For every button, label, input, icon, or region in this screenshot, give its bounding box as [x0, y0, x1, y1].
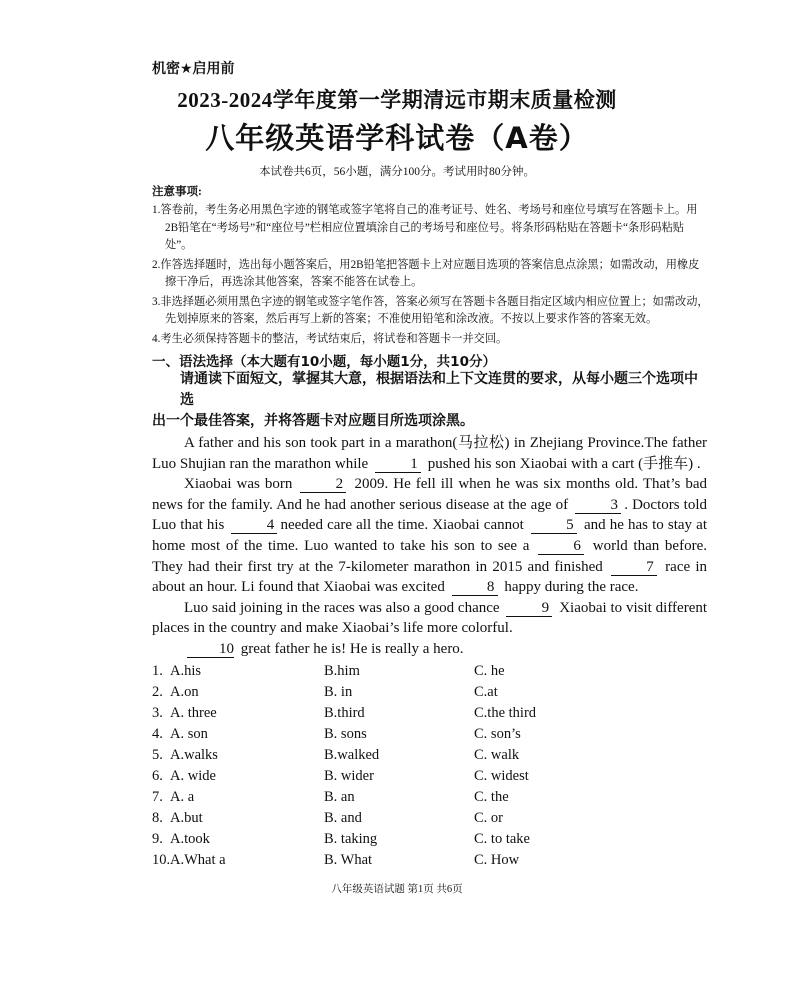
- option-b: B. in: [324, 684, 353, 700]
- option-c: C. he: [474, 663, 505, 679]
- confidential-label: 机密★启用前: [152, 61, 235, 77]
- option-row: [152, 810, 712, 831]
- question-number: 8.: [152, 810, 163, 826]
- option-b: B.him: [324, 663, 360, 679]
- option-row: [152, 831, 712, 852]
- option-c: C. walk: [474, 747, 520, 763]
- passage-text: 2009. He fell ill when he was six months old. That’s bad news for the family. And he had another serious disease at the age of: [152, 476, 708, 513]
- passage-text: pushed his son Xiaobai with a cart (手推车) .: [427, 455, 701, 472]
- passage-text: world than before. They had their first try at the 7-kilometer marathon in 2015 and finished: [152, 537, 707, 575]
- passage-text: needed care all the time. Xiaobai cannot: [280, 517, 524, 534]
- question-number: 1.: [152, 663, 163, 679]
- passage-text: Xiaobai was born: [184, 476, 293, 493]
- blank-7: 7: [611, 560, 657, 576]
- notes-list: [152, 202, 710, 350]
- blank-2: 2: [300, 477, 346, 493]
- option-c: C. to take: [474, 831, 530, 847]
- option-b: B. wider: [324, 768, 374, 784]
- question-number: 3.: [152, 705, 163, 721]
- question-number: 5.: [152, 747, 163, 763]
- option-a: A.his: [170, 663, 202, 679]
- option-row: [152, 768, 712, 789]
- section-instruction: [152, 369, 710, 432]
- option-row: [152, 684, 712, 705]
- option-a: A.on: [170, 684, 199, 700]
- instruction-line2: 出一个最佳答案，并将答题卡对应题目所选项涂黑。: [152, 413, 474, 429]
- note-item: 4.考生必须保持答题卡的整洁，考试结束后，将试卷和答题卡一并交回。: [152, 332, 508, 345]
- option-a: A.What a: [170, 852, 226, 868]
- option-row: [152, 663, 712, 684]
- answer-options: [152, 663, 712, 873]
- passage-text: . Doctors told Luo that his: [152, 496, 708, 534]
- exam-info: 本试卷共6页，56小题，满分100分。考试用时80分钟。: [259, 166, 535, 178]
- option-a: A.took: [170, 831, 210, 847]
- option-a: A. wide: [170, 768, 216, 784]
- option-b: B. an: [324, 789, 355, 805]
- option-b: B.walked: [324, 747, 380, 763]
- passage-text: and he has to stay at home most of the time. Luo wanted to take his son to see a: [152, 517, 707, 554]
- blank-4: 4: [231, 518, 277, 534]
- blank-5: 5: [531, 518, 577, 534]
- note-item: 3.非选择题必须用黑色字迹的钢笔或签字笔作答，答案必须写在答题卡各题目指定区域内相应位置上；如需改动，先划掉原来的答案，然后再写上新的答案；不准使用铅笔和涂改液。不按以上要求作答的答案无效。: [152, 295, 709, 325]
- passage-text: Luo said joining in the races was also a good chance: [184, 599, 500, 616]
- option-b: B. sons: [324, 726, 367, 742]
- option-c: C. How: [474, 852, 520, 868]
- option-a: A.but: [170, 810, 203, 826]
- passage-paragraph: [152, 598, 707, 639]
- passage-text: A father and his son took part in a marathon(马拉松) in Zhejiang Province.The father Luo Shujian ran the marathon while: [152, 435, 707, 472]
- option-c: C. the: [474, 789, 509, 805]
- option-row: [152, 852, 712, 873]
- blank-8: 8: [452, 580, 498, 596]
- option-c: C.the third: [474, 705, 537, 721]
- option-b: B.third: [324, 705, 365, 721]
- question-number: 6.: [152, 768, 163, 784]
- option-a: A. three: [170, 705, 217, 721]
- option-row: [152, 705, 712, 726]
- option-a: A.walks: [170, 747, 218, 763]
- option-c: C. widest: [474, 768, 529, 784]
- option-c: C.at: [474, 684, 498, 700]
- blank-9: 9: [506, 601, 552, 617]
- reading-passage: [152, 433, 707, 660]
- section-heading: 一、语法选择（本大题有10小题，每小题1分，共10分）: [152, 354, 496, 370]
- option-b: B. and: [324, 810, 362, 826]
- note-item: 1.答卷前，考生务必用黑色字迹的钢笔或签字笔将自己的准考证号、姓名、考场号和座位号填写在答题卡上。用2B铅笔在“考场号”和“座位号”栏相应位置填涂自己的考场号和座位号。将条形码粘贴在答题卡“条形码粘贴处”。: [152, 204, 698, 251]
- notes-heading: 注意事项:: [152, 186, 202, 198]
- exam-title-line1: 2023-2024学年度第一学期清远市期末质量检测: [177, 88, 617, 112]
- blank-1: 1: [375, 457, 421, 473]
- page-footer: 八年级英语试题 第1页 共6页: [331, 884, 463, 895]
- option-c: C. or: [474, 810, 503, 826]
- option-a: A. son: [170, 726, 208, 742]
- instruction-line1: 请通读下面短文，掌握其大意，根据语法和上下文连贯的要求，从每小题三个选项中选: [180, 371, 698, 408]
- option-c: C. son’s: [474, 726, 521, 742]
- passage-text: race in about an hour. Li found that Xiaobai was excited: [152, 558, 708, 596]
- passage-text: great father he is! He is really a hero.: [240, 640, 464, 657]
- option-row: [152, 789, 712, 810]
- blank-6: 6: [538, 539, 584, 555]
- option-b: B. What: [324, 852, 373, 868]
- passage-paragraph: [152, 639, 707, 660]
- passage-paragraph: [152, 474, 707, 598]
- question-number: 10.: [152, 852, 171, 868]
- question-number: 2.: [152, 684, 163, 700]
- question-number: 4.: [152, 726, 163, 742]
- passage-text: happy during the race.: [504, 579, 639, 596]
- passage-paragraph: [152, 433, 707, 474]
- option-row: [152, 747, 712, 768]
- passage-text: Xiaobai to visit different places in the country and make Xiaobai’s life more colorful.: [152, 599, 708, 637]
- option-row: [152, 726, 712, 747]
- option-b: B. taking: [324, 831, 378, 847]
- question-number: 9.: [152, 831, 163, 847]
- exam-title-line2: 八年级英语学科试卷（A卷）: [205, 121, 589, 155]
- blank-3: 3: [575, 498, 621, 514]
- question-number: 7.: [152, 789, 163, 805]
- blank-10: 10: [187, 642, 234, 658]
- option-a: A. a: [170, 789, 195, 805]
- note-item: 2.作答选择题时，选出每小题答案后，用2B铅笔把答题卡上对应题目选项的答案信息点涂黑；如需改动，用橡皮擦干净后，再选涂其他答案，答案不能答在试卷上。: [152, 258, 700, 288]
